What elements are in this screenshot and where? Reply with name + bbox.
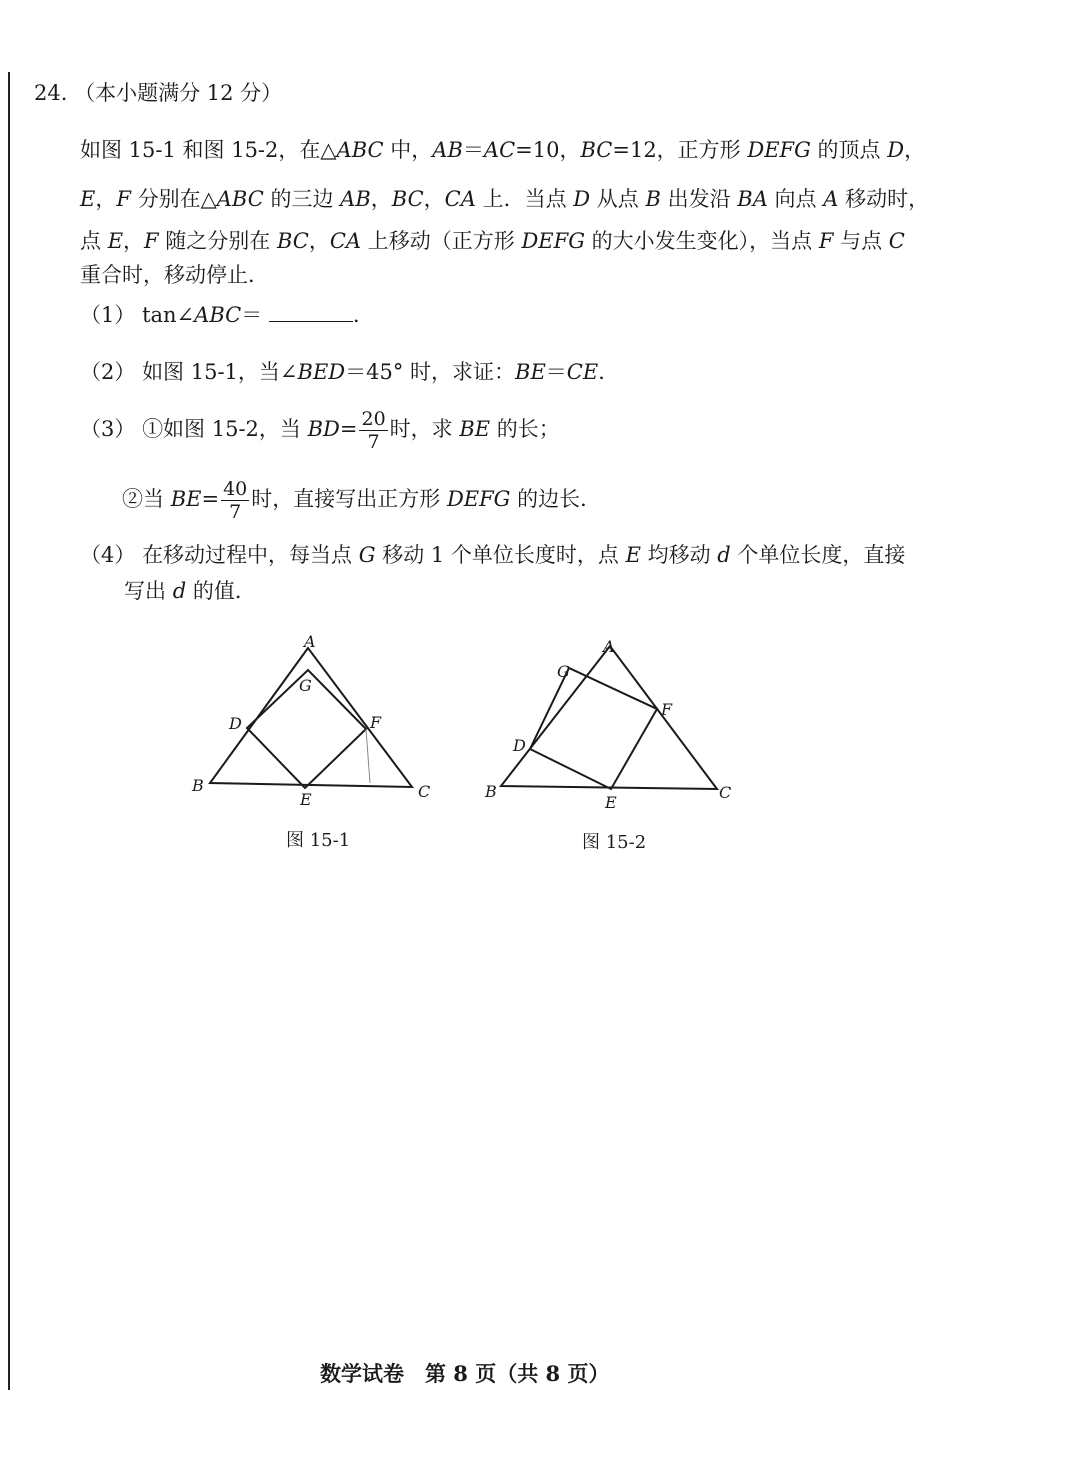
stem-text: ， (123, 229, 145, 253)
part-text: BE (459, 417, 491, 441)
fraction-denominator: 7 (367, 431, 380, 453)
stem-text: 上移动（正方形 (361, 229, 522, 253)
part-1 (80, 300, 360, 330)
part-text: 时，求 (389, 417, 460, 441)
part-text: d (172, 579, 187, 603)
stem-text: ， (370, 187, 392, 211)
part-text: 的值． (186, 579, 256, 603)
part-text: 均移动 (640, 543, 718, 567)
point-label-f: F (661, 700, 673, 719)
part-label: （1） (80, 303, 136, 327)
stem-text: 出发沿 (660, 187, 738, 211)
stem-text: 的大小发生变化），当点 (584, 229, 819, 253)
figure-15-1 (180, 625, 450, 825)
point-label-f: F (370, 713, 382, 732)
part-text: . (352, 303, 360, 327)
stem-text: 向点 (767, 187, 824, 211)
stem-line-3 (80, 226, 905, 256)
part-4-line-1 (80, 540, 905, 570)
part-text: 个单位长度，直接 (730, 543, 906, 567)
part-text: = (201, 487, 220, 511)
fraction (221, 478, 249, 523)
point-label-d: D (513, 736, 526, 755)
part-text: ＝45° 时，求证： (345, 360, 516, 384)
point-label-g: G (557, 662, 570, 681)
fraction-numerator: 20 (361, 408, 386, 430)
stem-text: F (818, 229, 834, 253)
stem-text: A (823, 187, 839, 211)
fraction (359, 408, 387, 453)
stem-text: D (573, 187, 591, 211)
part-text: BE (515, 360, 546, 384)
part-text: 如图 15-1，当∠ (142, 360, 298, 384)
part-text: DEFG (446, 487, 511, 511)
stem-text: AB (432, 138, 463, 162)
part-text: BED (297, 360, 346, 384)
point-label-e: E (605, 793, 617, 812)
answer-blank (269, 301, 353, 322)
stem-text: AB (340, 187, 371, 211)
stem-text: B (645, 187, 661, 211)
stem-text: BA (737, 187, 768, 211)
part-text: BD (307, 417, 340, 441)
stem-text: F (116, 187, 131, 211)
stem-text: AC (483, 138, 516, 162)
part-label: （4） (80, 543, 136, 567)
stem-text: 随之分别在 (158, 229, 277, 253)
stem-text: BC (391, 187, 424, 211)
triangle-abc (501, 646, 717, 789)
question-header (34, 78, 282, 108)
stem-text: DEFG (747, 138, 811, 162)
point-label-d: D (229, 714, 242, 733)
part-text: 在移动过程中，每当点 (142, 543, 359, 567)
part-text: G (358, 543, 376, 567)
point-label-e: E (300, 790, 312, 809)
part-text: tan∠ (142, 303, 195, 327)
part-text: E (625, 543, 641, 567)
stem-text: =12，正方形 (612, 138, 748, 162)
fraction-denominator: 7 (229, 501, 242, 523)
part-label: （3） (80, 417, 136, 441)
stem-text: F (144, 229, 159, 253)
stem-text: ， (95, 187, 117, 211)
stem-text: 移动时， (838, 187, 930, 211)
stem-text: ＝ (462, 138, 484, 162)
stem-text: 分别在△ (130, 187, 217, 211)
stem-text: ABC (336, 138, 384, 162)
stem-text: C (888, 229, 905, 253)
part-text: 的长； (490, 417, 560, 441)
part-text: 写出 (124, 579, 173, 603)
part-label: （2） (80, 360, 136, 384)
faint-mark (366, 729, 370, 783)
part-3-1 (80, 404, 560, 454)
part-text: 移动 1 个单位长度时，点 (375, 543, 626, 567)
stem-text: BC (276, 229, 309, 253)
figure-15-2-caption: 图 15-2 (582, 832, 647, 853)
stem-line-1 (80, 135, 925, 165)
stem-text: 的顶点 (810, 138, 888, 162)
stem-text: 重合时，移动停止． (80, 263, 269, 287)
part-text: ＝ (545, 360, 567, 384)
part-2 (80, 357, 619, 387)
page-footer: 数学试卷 第 8 页（共 8 页） (320, 1361, 610, 1386)
stem-text: =10， (515, 138, 581, 162)
stem-text: 从点 (590, 187, 646, 211)
part-text: = (339, 417, 358, 441)
point-label-g: G (299, 676, 312, 695)
part-text: ＝ (241, 303, 263, 327)
part-text: 的边长． (510, 487, 602, 511)
stem-text: 的三边 (263, 187, 341, 211)
part-text: ABC (194, 303, 242, 327)
stem-text: 上．当点 (475, 187, 574, 211)
stem-text: ， (423, 187, 445, 211)
fraction-numerator: 40 (223, 478, 248, 500)
part-text: CE (566, 360, 599, 384)
stem-line-4 (80, 260, 269, 290)
stem-text: CA (444, 187, 476, 211)
point-label-b: B (485, 782, 497, 801)
part-text: ②当 (122, 487, 171, 511)
stem-text: E (107, 229, 124, 253)
stem-text: ABC (216, 187, 264, 211)
figure-15-1-caption: 图 15-1 (286, 830, 351, 851)
part-text: BE (170, 487, 202, 511)
square-defg (530, 668, 657, 789)
part-text: 时，直接写出正方形 (251, 487, 447, 511)
point-label-b: B (192, 776, 204, 795)
part-text: ①如图 15-2，当 (142, 417, 308, 441)
figure-15-2 (475, 625, 750, 825)
stem-text: CA (329, 229, 362, 253)
point-label-a: A (603, 637, 615, 656)
stem-text: 点 (80, 229, 108, 253)
stem-text: E (80, 187, 96, 211)
stem-text: ， (308, 229, 330, 253)
stem-text: BC (580, 138, 613, 162)
stem-text: ， (904, 138, 926, 162)
stem-text: 与点 (833, 229, 889, 253)
part-text: ． (598, 360, 620, 384)
point-label-a: A (304, 632, 316, 651)
stem-text: D (887, 138, 905, 162)
stem-text: DEFG (521, 229, 585, 253)
stem-line-2 (80, 184, 929, 214)
question-number: 24. (34, 81, 68, 105)
part-3-2 (122, 474, 601, 524)
point-label-c: C (719, 783, 732, 802)
stem-text: 中， (383, 138, 433, 162)
part-text: d (717, 543, 731, 567)
point-label-c: C (418, 782, 431, 801)
score-note: （本小题满分 12 分） (74, 81, 283, 105)
stem-text: 如图 15-1 和图 15-2，在△ (80, 138, 337, 162)
part-4-line-2 (124, 576, 256, 606)
